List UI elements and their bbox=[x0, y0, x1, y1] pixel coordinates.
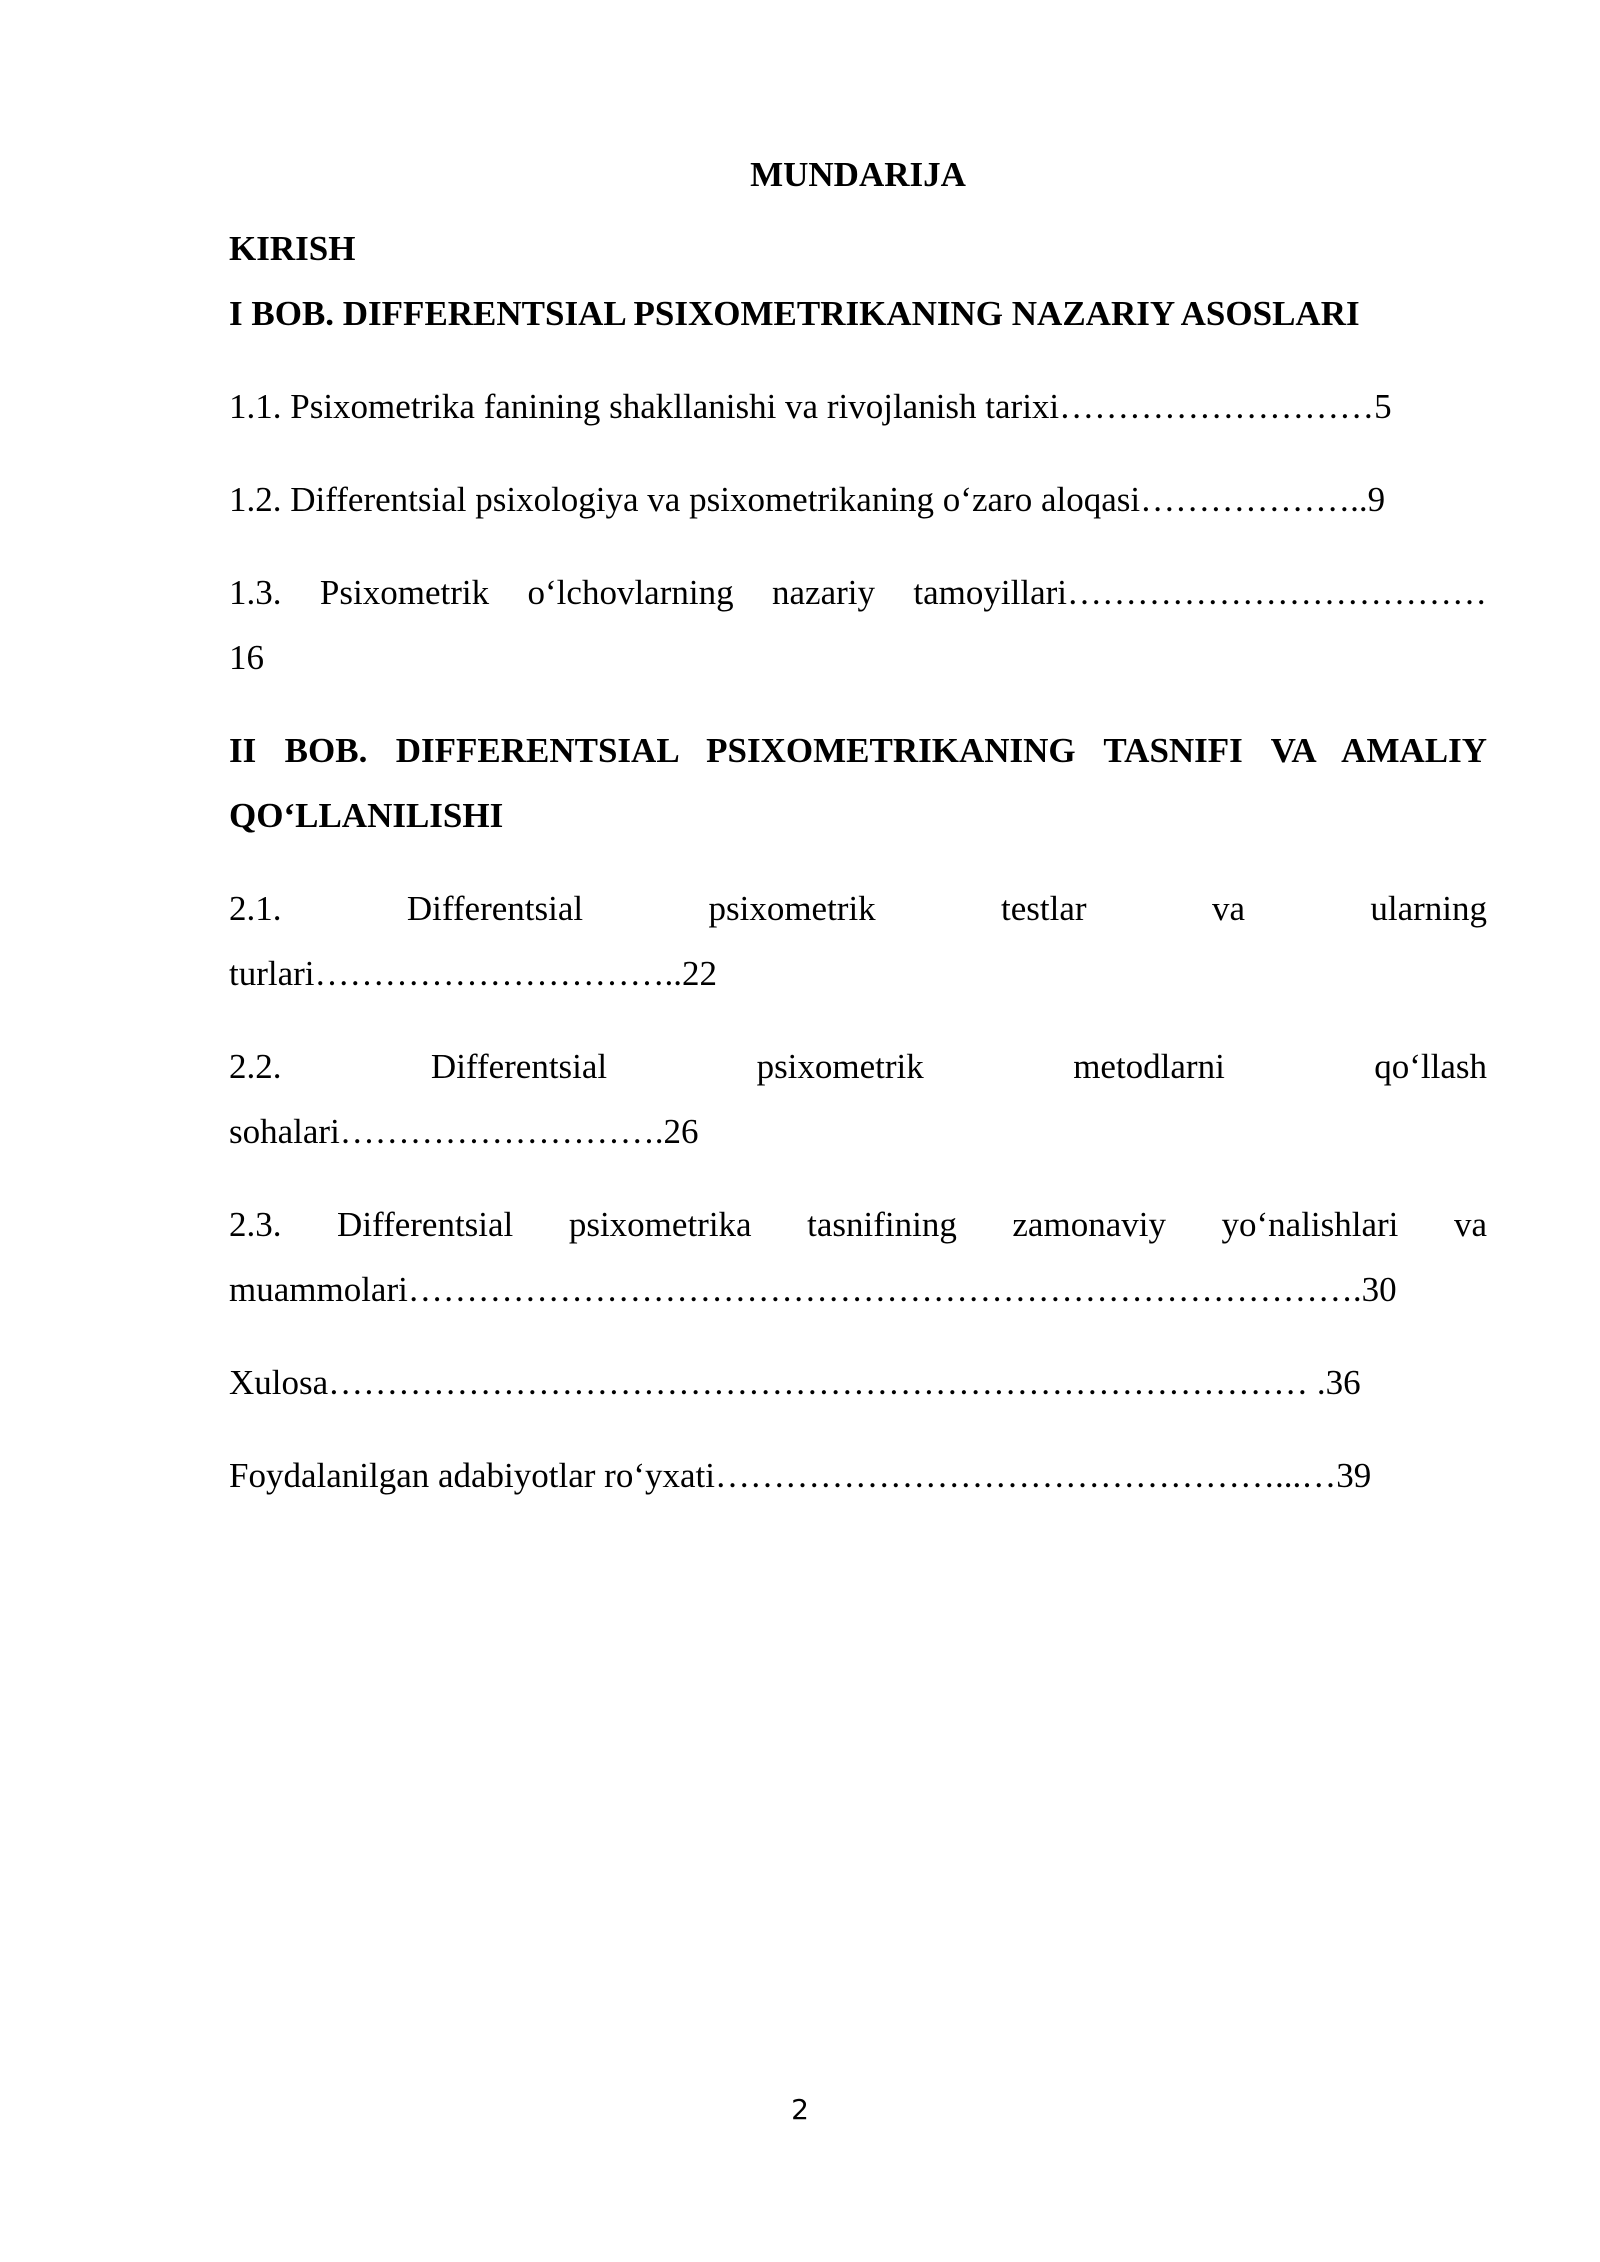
toc-entry-1-3-page: 16 bbox=[229, 638, 264, 677]
toc-entry-references: Foydalanilgan adabiyotlar ro‘yxati…………………………………………...…39 bbox=[229, 1456, 1372, 1495]
toc-entry-2-2-line1: 2.2. Differentsial psixometrik metodlarni qo‘llash bbox=[229, 1047, 1487, 1086]
toc-entry-conclusion: Xulosa………………………………………………………………………… .36 bbox=[229, 1363, 1361, 1402]
toc-entry-1-3-line1: 1.3. Psixometrik o‘lchovlarning nazariy tamoyillari……………………………… bbox=[229, 573, 1487, 612]
toc-entry-2-3 bbox=[229, 1192, 1487, 1322]
intro-heading: KIRISH bbox=[229, 229, 356, 268]
page-title: MUNDARIJA bbox=[750, 155, 966, 194]
toc-entry-2-1-line2: turlari…………………………..22 bbox=[229, 954, 718, 993]
toc-entry-2-1 bbox=[229, 876, 1487, 1006]
page-number: 2 bbox=[791, 2093, 809, 2126]
toc-entry-2-2 bbox=[229, 1034, 1487, 1164]
toc-entry-2-2-line2: sohalari……………………….26 bbox=[229, 1112, 699, 1151]
toc-entry-1-1: 1.1. Psixometrika fanining shakllanishi va rivojlanish tarixi………………………5 bbox=[229, 387, 1392, 426]
toc-entry-2-3-line2: muammolari……………………………………………………………………….30 bbox=[229, 1270, 1397, 1309]
toc-entry-1-2: 1.2. Differentsial psixologiya va psixometrikaning o‘zaro aloqasi………………..9 bbox=[229, 480, 1386, 519]
toc-entry-2-3-line1: 2.3. Differentsial psixometrika tasnifining zamonaviy yo‘nalishlari va bbox=[229, 1205, 1487, 1244]
chapter-1-heading: I BOB. DIFFERENTSIAL PSIXOMETRIKANING NAZARIY ASOSLARI bbox=[229, 294, 1360, 333]
toc-entry-2-1-line1: 2.1. Differentsial psixometrik testlar va ularning bbox=[229, 889, 1487, 928]
chapter-2-heading bbox=[229, 718, 1487, 848]
chapter-2-heading-line1: II BOB. DIFFERENTSIAL PSIXOMETRIKANING TASNIFI VA AMALIY bbox=[229, 731, 1487, 770]
toc-entry-1-3 bbox=[229, 560, 1487, 690]
table-of-contents bbox=[229, 150, 1487, 1508]
chapter-2-heading-line2: QO‘LLANILISHI bbox=[229, 796, 504, 835]
